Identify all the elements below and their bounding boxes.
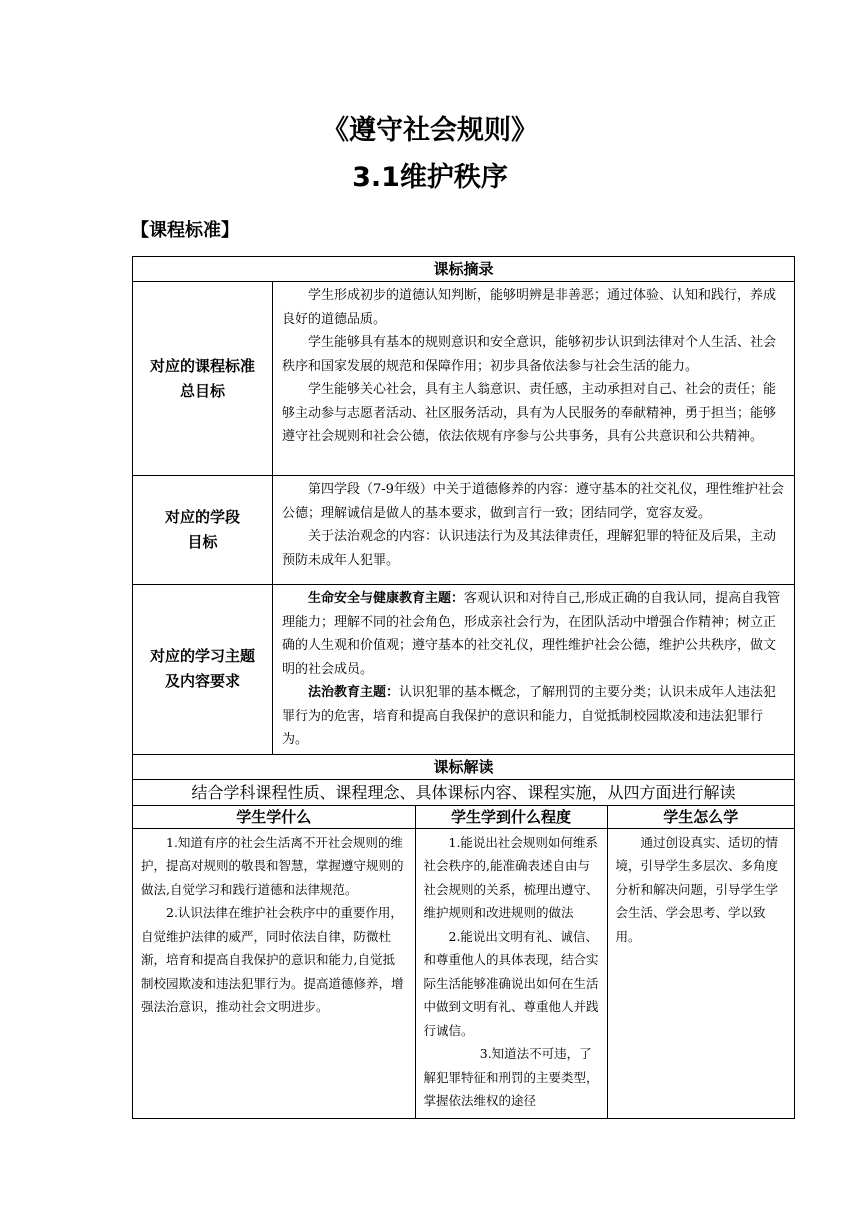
- row-label-line: 总目标: [179, 381, 225, 400]
- document-subtitle: 3.1维护秩序: [352, 162, 508, 193]
- paragraph: 1.知道有序的社会生活离不开社会规则的维护，提高对规则的敬畏和智慧，掌握遵守规则的做法,自觉学习和践行道德和法律规范。: [141, 834, 404, 897]
- table-row: [133, 585, 795, 755]
- column-header: 学生学什么: [133, 806, 415, 829]
- section-heading: 【课程标准】: [131, 220, 239, 241]
- row-label-line: 对应的课程标准: [149, 356, 255, 375]
- paragraph: 学生能够关心社会，具有主人翁意识、责任感，主动承担对自己、社会的责任；能够主动参与志愿者活动、社区服务活动，具有为人民服务的奉献精神，勇于担当；能够遵守社会规则和社会公德，依法依规有序参与公共事务，具有公共意识和公共精神。: [282, 382, 777, 444]
- paragraph: 学生能够具有基本的规则意识和安全意识，能够初步认识到法律对个人生活、社会秩序和国家发展的规范和保障作用；初步具备依法参与社会生活的能力。: [282, 335, 777, 374]
- paragraph: [282, 681, 786, 752]
- column-content: [607, 828, 794, 1118]
- paragraph: 学生形成初步的道德认知判断，能够明辨是非善恶；通过体验、认知和践行，养成良好的道德品质。: [282, 288, 777, 327]
- curriculum-table: [132, 256, 795, 1119]
- theme-name: 法治教育主题：: [308, 685, 400, 700]
- paragraph: 通过创设真实、适切的情境，引导学生多层次、多角度分析和解决问题，引导学生学会生活、学会思考、学以致用。: [615, 834, 779, 944]
- document-title: 《遵守社会规则》: [322, 115, 538, 146]
- row-content: [273, 585, 795, 755]
- row-label-line: 及内容要求: [164, 672, 240, 691]
- paragraph: 1.能说出社会规则如何维系社会秩序的,能准确表述自由与社会规则的关系，梳理出遵守、维护规则和改进规则的做法: [423, 834, 599, 920]
- interpret-header: 课标解读: [133, 754, 795, 779]
- column-content: [133, 828, 415, 1118]
- table-row: [133, 282, 795, 476]
- paragraph: 关于法治观念的内容：认识违法行为及其法律责任，理解犯罪的特征及后果，主动预防未成年人犯罪。: [282, 529, 777, 568]
- excerpt-header: 课标摘录: [133, 257, 795, 282]
- interpret-intro: 结合学科课程性质、课程理念、具体课标内容、课程实施，从四方面进行解读: [133, 779, 795, 805]
- row-label-line: 目标: [187, 533, 218, 551]
- row-label: [133, 282, 273, 476]
- row-label: [133, 476, 273, 585]
- paragraph: 第四学段（7-9年级）中关于道德修养的内容：遵守基本的社交礼仪，理性维护社会公德；理解诚信是做人的基本要求，做到言行一致；团结同学，宽容友爱。: [282, 482, 784, 521]
- paragraph: 3.知道法不可违，了解犯罪特征和刑罚的主要类型，掌握依法维权的途径: [423, 1046, 599, 1108]
- row-label-line: 对应的学习主题: [149, 647, 255, 666]
- column-header: 学生学到什么程度: [415, 806, 607, 829]
- row-content: [273, 282, 795, 476]
- paragraph: [282, 587, 786, 681]
- theme-name: 生命安全与健康教育主题：: [308, 591, 465, 606]
- row-label-line: 对应的学段: [164, 508, 240, 526]
- column-header: 学生怎么学: [607, 806, 794, 829]
- table-row: [133, 476, 795, 585]
- theme-text: 认识犯罪的基本概念，了解刑罚的主要分类；认识未成年人违法犯罪行为的危害，培育和提高自我保护的意识和能力，自觉抵制校园欺凌和违法犯罪行为。: [282, 685, 777, 747]
- row-label: [133, 585, 273, 755]
- paragraph: 2.认识法律在维护社会秩序中的重要作用，自觉维护法律的威严，同时依法自律，防微杜渐，培育和提高自我保护的意识和能力,自觉抵制校园欺凌和违法犯罪行为。提高道德修养，增强法治意识，推动社会文明进步。: [141, 905, 404, 1014]
- paragraph: 2.能说出文明有礼、诚信、和尊重他人的具体表现，结合实际生活能够准确说出如何在生活中做到文明有礼、尊重他人并践行诚信。: [423, 928, 599, 1038]
- interpret-columns: [133, 806, 794, 1119]
- row-content: [273, 476, 795, 585]
- column-content: [415, 828, 607, 1118]
- theme-text: 客观认识和对待自己,形成正确的自我认同，提高自我管理能力；理解不同的社会角色，形成亲社会行为，在团队活动中增强合作精神；树立正确的人生观和价值观；遵守基本的社交礼仪，理性维护社会公德，维护公共秩序，做文明的社会成员。: [282, 591, 781, 677]
